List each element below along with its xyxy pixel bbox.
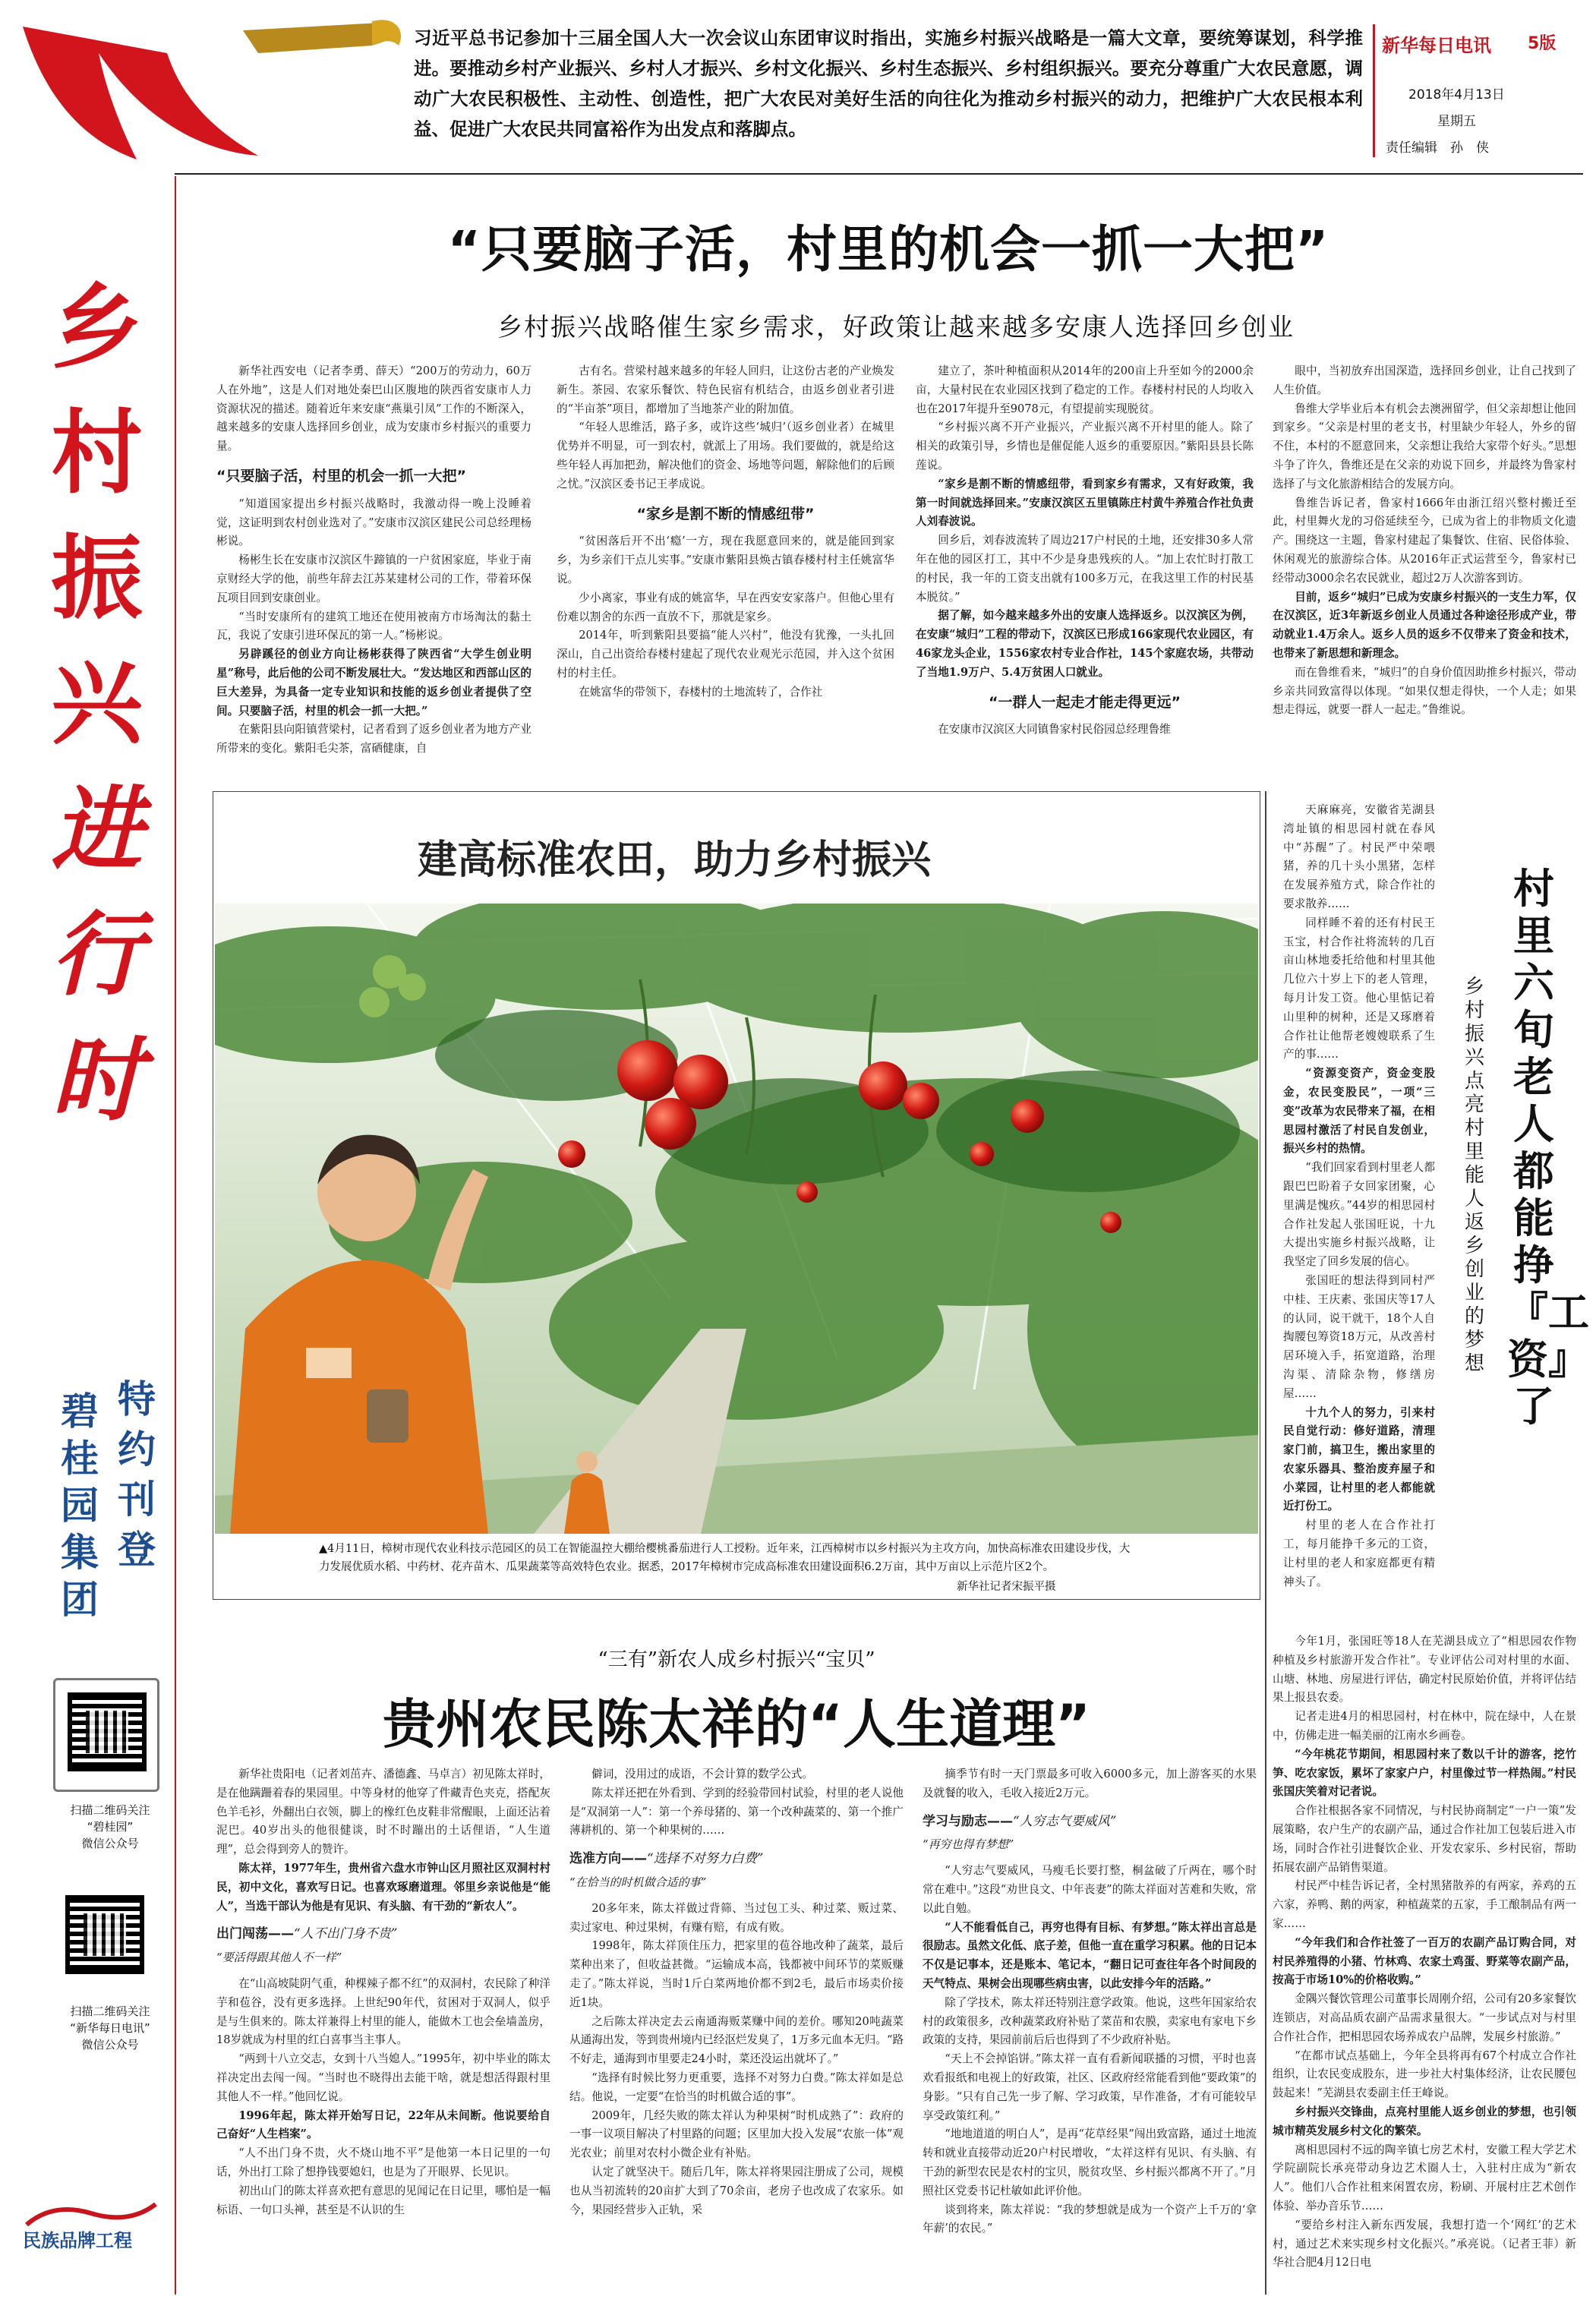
story1-subheadline: 乡村振兴战略催生家乡需求，好政策让越来越多安康人选择回乡创业 <box>497 312 1295 342</box>
story4-subhead-quote: “人穷志气要威风” <box>1013 1813 1117 1829</box>
paragraph: 古有名。营梁村越来越多的年轻人回归，让这份古老的产业焕发新生。茶园、农家乐餐饮、特色民宿有机结合，由返乡创业者引进的“半亩茶”项目，都增加了当地茶产业的附加值。 <box>557 364 894 415</box>
paragraph: “年轻人思维活，路子多，或许这些‘城归’（返乡创业者）在城里优势并不明显，可一到农村，就派上了用场。我们要做的，就是给这些年轻人再加把劲，解决他们的资金、场地等问题，解除他们的后顾之忧。”汉滨区委书记王孝成说。 <box>557 421 894 490</box>
paragraph: 摘季节有时一天门票最多可收入6000多元，加上游客买的水果及就餐的收入，毛收入接近2万元。 <box>923 1768 1257 1799</box>
story4-subhead <box>923 1812 1257 1831</box>
paragraph: 今年1月，张国旺等18人在芜湖县成立了“相思园农作物种植及乡村旅游开发合作社”。专业评估公司对村里的水面、山塘、林地、房屋进行评估，确定村民原始价值，并将评估结果上报县农委。 <box>1273 1635 1576 1705</box>
paragraph: “今年我们和合作社签了一百万的农副产品订购合同，对村民养殖得的小猪、竹林鸡、农家土鸡蛋、野菜等农副产品，按高于市场10%的价格收购。” <box>1273 1935 1576 1987</box>
paragraph: “知道国家提出乡村振兴战略时，我激动得一晚上没睡着觉，这证明到农村创业选对了。”安康市汉滨区建民公司总经理杨彬说。 <box>216 497 531 548</box>
paragraph: “人穷志气要威风，马瘦毛长要打整，桐盆破了斤两在，哪个时常在难中。”这段“劝世良文、中年丧妻”的陈太祥面对苦难和失败，常以此自勉。 <box>923 1864 1257 1915</box>
paragraph: 鲁维告诉记者，鲁家村1666年由浙江绍兴整村搬迁至此，村里舞火龙的习俗延续至今，已成为省上的非物质文化遗产。围绕这一主题，鲁家村建起了集餐饮、住宿、民俗体验、休闲观光的旅游综合体。从2016年正式运营至今，鲁家村已经带动3000余名农民就业，超过2万人次游客到访。 <box>1273 496 1576 585</box>
sponsor-label <box>114 1374 159 1575</box>
paragraph: 鲁维大学毕业后本有机会去澳洲留学，但父亲却想让他回到家乡。“父亲是村里的老支书，村里缺少年轻人，外乡的留不住，本村的不愿意回来，父亲想让我给大家带个好头。”思想斗争了许久，鲁维还是在父亲的劝说下回乡，并最终为鲁家村选择了与文化旅游相结合的发展方向。 <box>1273 402 1576 490</box>
paragraph: 陈太祥还把在外看到、学到的经验带回村试验，村里的老人说他是“双洞第一人”：第一个养母猪的、第一个改种蔬菜的、第一个推广薄耕机的、第一个种果树的…… <box>569 1786 904 1837</box>
qr-caption-line: “新华每日电讯” <box>70 2021 150 2035</box>
paragraph: 金隅兴餐饮管理公司董事长周刚介绍，公司有20多家餐饮连锁店，对高品质农副产品需求量很大。“一步试点对与村里合作社合作，把相思园农场养成农户品牌，发展乡村旅游。” <box>1273 1992 1576 2043</box>
story1-subhead: “只要脑子活，村里的机会一抓一大把” <box>216 467 466 484</box>
qr-caption-line: 扫描二维码关注 <box>70 1803 150 1817</box>
editor-credit: 责任编辑 孙 侠 <box>1386 140 1489 156</box>
paragraph: 僻词，没用过的成语，不会计算的数学公式。 <box>591 1768 814 1781</box>
paragraph: 村里的老人在合作社打工，每月能挣千多元的工资，让村里的老人和家庭都更有精神头了。 <box>1283 1519 1435 1588</box>
story2-caption-text: ▲4月11日，樟树市现代农业科技示范园区的员工在智能温控大棚给樱桃番茄进行人工授粉。近年来，江西樟树市以乡村振兴为主攻方向，加快高标准农田建设步伐，大力发展优质水稻、中药材、花卉苗木、瓜果蔬菜等高效特色农业。据悉，2017年樟树市完成高标准农田建设面积6.2万亩，其中万亩以上示范片区2个。 <box>319 1543 1131 1573</box>
paragraph: “家乡是割不断的情感纽带，看到家乡有需求，又有好政策，我第一时间就选择回来。”安康汉滨区五里镇陈庄村黄牛养殖合作社负责人刘春波说。 <box>916 477 1254 528</box>
qr-pattern <box>65 1895 144 1974</box>
qr-code-biguiyuan[interactable] <box>53 1678 159 1792</box>
paragraph: 初出山门的陈太祥喜欢把有意思的见闻记在日记里，哪怕是一幅标语、一句口头禅，甚至是不认识的生 <box>216 2184 550 2216</box>
paragraph: “当时安康所有的建筑工地还在使用被南方市场淘汰的黏土瓦，我说了安康引进环保瓦的第一人。”杨彬说。 <box>216 610 531 642</box>
paragraph: 十九个人的努力，引来村民自觉行动：修好道路，清理家门前，搞卫生，搬出家里的农家乐器具、整治废弃屋子和小菜园，让村里的老人都能就近打份工。 <box>1283 1405 1435 1513</box>
story4-column-2 <box>569 1765 904 2297</box>
paragraph: 记者走进4月的相思园村，村在林中，院在绿中，人在景中，仿佛走进一幅美丽的江南水乡画卷。 <box>1273 1710 1576 1742</box>
story4-subhead-main: 出门闯荡—— <box>216 1926 294 1942</box>
paragraph: “要给乡村注入新东西发展，我想打造一个‘网红’的艺术村，通过艺术来实现乡村文化振兴。”承亮说。（记者王菲）新华社合肥4月12日电 <box>1273 2218 1576 2269</box>
story3-subheadline: 乡村振兴点亮村里能人返乡创业的梦想 <box>1464 976 1484 1375</box>
section-title-char: 振 <box>51 526 143 632</box>
section-title-char: 村 <box>51 401 143 506</box>
issue-weekday: 星期五 <box>1437 114 1476 129</box>
qr-caption-2 <box>46 2003 175 2053</box>
story4-epigraph: “在恰当的时机做合适的事” <box>569 1875 707 1889</box>
paragraph: 眼中，当初放弃出国深造，选择回乡创业，让自己找到了人生价值。 <box>1273 364 1576 396</box>
sponsor-block <box>53 1374 167 1625</box>
paragraph: “两到十八立交志，女到十八当媳人。”1995年，初中毕业的陈太祥决定出去闯一闯。“当时也不晓得出去能干啥，就是想活得跟村里其他人不一样。”他回忆说。 <box>216 2052 550 2103</box>
story4-column-3 <box>923 1765 1257 2297</box>
paragraph: “选择有时候比努力更重要，选择不对努力白费。”陈太祥如是总结。他说，一定要“在恰当的时机做合适的事”。 <box>569 2071 904 2103</box>
paragraph: “天上不会掉馅饼。”陈太祥一直有看新闻联播的习惯，平时也喜欢看报纸和电视上的好政策，社区、区政府经常能看到他“要政策”的身影。“只有自己先一步了解、学习政策，早作准备，才有可能较早享受政策红利。” <box>923 2052 1257 2122</box>
story3-divider <box>1265 791 1266 2295</box>
paragraph: “地地道道的明白人”，是再“花草经果”闯出致富路，通过土地流转和就业直接带动近20户村民增收，“太祥这样有见识、有头脑、有干劲的新型农民是农村的宝贝，脱贫攻坚、乡村振兴都离不开了。”月照社区党委书记杜敏如此评价他。 <box>923 2127 1257 2197</box>
paragraph: 另辟蹊径的创业方向让杨彬获得了陕西省“大学生创业明星”称号，此后他的公司不断发展壮大。“发达地区和西部山区的巨大差异，为具备一定专业知识和技能的返乡创业者提供了空间。只要脑子活，村里的机会一抓一大把。” <box>216 648 531 718</box>
paragraph: “人不能看低自己，再穷也得有目标、有梦想。”陈太祥出言总是很励志。虽然文化低、底子差，但他一直在重学习积累。他的日记本不仅是记事本，还是账本、笔记本，“翻日记可查往年各个时间段的天气特点、果树会出现哪些病虫害，以此安排今年的活路。” <box>923 1920 1257 1990</box>
story4-subhead-main: 选准方向—— <box>569 1851 647 1867</box>
paragraph: 离相思园村不远的陶辛镇七房艺术村，安徽工程大学艺术学院副院长承亮带动身边艺术圈人士，入驻村庄成为“新农人”。他们八合作社租来闲置农房，粉刷、开展村庄艺术创作体验、举办音乐节…… <box>1273 2143 1576 2213</box>
sidebar-rule <box>175 176 176 2295</box>
paragraph: 而在鲁维看来，“城归”的自身价值因助推乡村振兴，带动乡亲共同致富得以体现。“如果仅想走得快，一个人走；如果想走得远，就要一群人一起走。”鲁维说。 <box>1273 665 1576 717</box>
paragraph: 据了解，如今越来越多外出的安康人选择返乡。以汉滨区为例，在安康“城归”工程的带动下，汉滨区已形成166家现代农业园区，有46家龙头企业，1556家农村专业合作社，145个家庭农场，共带动了当地1.9万户、5.4万贫困人口就业。 <box>916 609 1254 679</box>
paragraph: 建立了，茶叶种植面积从2014年的200亩上升至如今的2000余亩，大量村民在农业园区找到了稳定的工作。春楼村村民的人均收入也在2017年提升至9078元，有望提前实现脱贫。 <box>916 364 1254 415</box>
story3-headline: 村里六旬老人都能挣『工资』了 <box>1507 865 1589 1430</box>
paragraph: “在都市试点基础上，今年全县将再有67个村成立合作社组织，让农民变成股东，进一步社大村集体经济，让农民腰包鼓起来！”芜湖县农委副主任王峰说。 <box>1273 2049 1576 2100</box>
paragraph: 20多年来，陈太祥做过背筛、当过包工头、种过菜、贩过菜、卖过家电、种过果树，有赚有赔，有成有败。 <box>569 1901 904 1934</box>
story4-subhead-quote: “选择不对努力白费” <box>647 1851 764 1867</box>
qr-caption-line: 扫描二维码关注 <box>70 2004 150 2018</box>
page-number: 5版 <box>1528 34 1557 53</box>
paragraph: 合作社根据各家不同情况，与村民协商制定“一户一策”发展策略，农户生产的农副产品，通过合作社加工包装后进入市场，同时合作社引进餐饮企业、开发农家乐、乡村民宿，帮助拓展农副产品销售渠道。 <box>1273 1804 1576 1874</box>
paragraph: “今年桃花节期间，相思园村来了数以千计的游客，挖竹笋、吃农家饭，累坏了家家户户，村里像过节一样热闹。”村民张国庆笑着对记者说。 <box>1273 1747 1576 1799</box>
paper-name: 新华每日电讯 <box>1382 35 1491 56</box>
paragraph: 在紫阳县向阳镇营梁村，记者看到了返乡创业者为地方产业所带来的变化。紫阳毛尖茶，富硒健康，自 <box>216 723 531 755</box>
section-title-char: 行 <box>51 901 143 1008</box>
paragraph: 认定了就坚决干。随后几年，陈太祥将果园注册成了公司，规模也从当初流转的20亩扩大到了70余亩，老房子也改成了农家乐。如今，果园经营步入正轨，采 <box>569 2165 904 2216</box>
story1-column-4 <box>1273 362 1576 787</box>
story4-subhead-main: 学习与励志—— <box>923 1813 1013 1829</box>
masthead-divider <box>1373 24 1375 157</box>
paragraph: 目前，返乡“城归”已成为安康乡村振兴的一支生力军，仅在汉滨区，近3年新返乡创业人员通过各种途径形成产业，带动就业1.4万余人。返乡人员的返乡不仅带来了资金和技术，也带来了新思想和新理念。 <box>1273 590 1576 660</box>
section-title-char: 时 <box>51 1027 143 1134</box>
story4-headline: 贵州农民陈太祥的“人生道理” <box>382 1693 1090 1755</box>
qr-code-xinhua[interactable] <box>53 1883 159 1997</box>
sponsor-label-char: 刊 <box>118 1478 156 1522</box>
story1-column-3 <box>916 362 1254 787</box>
sponsor-name-char: 桂 <box>61 1437 99 1481</box>
paragraph: 1996年起，陈太祥开始写日记，22年从未间断。他说要给自己奋好“人生档案”。 <box>216 2109 550 2141</box>
paragraph: 陈太祥，1977年生，贵州省六盘水市钟山区月照社区双洞村村民，初中文化，喜欢写日记。也喜欢琢磨道理。邻里乡亲说他是“能人”，当选干部认为他是有见识、有头脑、有干劲的“新农人”。 <box>216 1861 550 1913</box>
sponsor-label-char: 特 <box>118 1377 156 1421</box>
qr-caption-line: 微信公众号 <box>81 1837 139 1850</box>
paragraph: “贫困落后开不出‘瘾’一方，现在我愿意回来的，就是能回到家乡，为乡亲们干点儿实事。”安康市紫阳县焕古镇春楼村村主任姚富华说。 <box>557 535 894 585</box>
section-title <box>27 266 167 1276</box>
paragraph: 乡村振兴交锋曲，点亮村里能人返乡创业的梦想，也引领城市精英发展乡村文化的繁荣。 <box>1273 2105 1576 2137</box>
story3-column-1 <box>1283 801 1435 1629</box>
paragraph: 在姚富华的带领下，春楼村的土地流转了，合作社 <box>579 685 823 699</box>
brand-logo <box>23 2198 159 2251</box>
paragraph: 2014年，听到紫阳县要搞“能人兴村”，他没有犹豫，一头扎回深山，自己出资给春楼村建起了现代农业观光示范园，并入这个贫困村的村主任。 <box>557 629 894 680</box>
story3-column-2 <box>1273 1632 1576 2301</box>
sponsor-label-char: 登 <box>118 1528 156 1572</box>
story1-headline: “只要脑子活，村里的机会一抓一大把” <box>447 220 1329 279</box>
sponsor-name-char: 团 <box>61 1578 99 1622</box>
paragraph: 谈到将来，陈太祥说：“我的梦想就是成为一个资产上千万的‘拿年薪’的农民。” <box>923 2203 1257 2235</box>
paragraph: 杨彬生长在安康市汉滨区牛蹄镇的一户贫困家庭，毕业于南京财经大学的他，前些年辞去江苏某建材公司的工作，带着环保瓦项目回到安康创业。 <box>216 554 531 604</box>
story1-column-1 <box>216 362 531 787</box>
paragraph: “我们回家看到村里老人都跟巴巴盼着子女回家团聚，心里满是愧疚。”44岁的相思园村合作社发起人张国旺说，十九大提出实施乡村振兴战略，让我坚定了回乡发展的信心。 <box>1283 1161 1435 1269</box>
story4-subhead <box>569 1850 904 1869</box>
paragraph: 之后陈太祥决定去云南通海贩菜赚中间的差价。哪知20吨蔬菜从通海出发，等到贵州境内已经沤烂发臭了，1万多元血本无归。“路不好走，通海到市里要走24小时，菜还没运出就坏了。” <box>569 2014 904 2066</box>
qr-pattern <box>68 1692 147 1771</box>
story2-caption <box>319 1540 1131 1576</box>
story4-kicker: “三有”新农人成乡村振兴“宝贝” <box>598 1648 875 1671</box>
story4-epigraph: “要活得跟其他人不一样” <box>216 1951 342 1965</box>
paragraph: 回乡后，刘春波流转了周边217户村民的土地，还安排30多人常年在他的园区打工，其中不少是身患残疾的人。“加上农忙时打散工的村民，我一年的工资支出就有100多万元，在我这里工作的村民基本脱贫。” <box>916 534 1254 604</box>
story2-credit: 新华社记者宋振平摄 <box>957 1581 1056 1593</box>
story4-subhead-quote: “人不出门身不贵” <box>294 1926 398 1942</box>
section-title-char: 乡 <box>51 276 143 381</box>
sponsor-name-char: 碧 <box>61 1389 99 1434</box>
section-title-char: 进 <box>51 776 143 883</box>
paragraph: 少小离家，事业有成的姚富华，早在西安安家落户。但他心里有份难以割舍的东西一直放不下，那就是家乡。 <box>557 591 894 623</box>
paragraph: 新华社贵阳电（记者刘茁卉、潘德鑫、马卓言）初见陈太祥时，是在他蹒跚着春的果园里。中等身材的他穿了件藏青色夹克，搭配灰色羊毛衫，外翻出白衣领，脚上的橡红色皮鞋非常醒眼，上面还沾着泥巴。40岁出头的他很健谈，时不时蹦出的土话俚语，“人生道理”，总会得到旁人的赞许。 <box>216 1768 550 1856</box>
paragraph: 新华社西安电（记者李勇、薛天）“200万的劳动力，60万人在外地”，这是人们对地处秦巴山区腹地的陕西省安康市人力资源状况的描述。随着近年来安康“燕巢引凤”工作的不断深入，越来越多的安康人选择回乡创业，成为安康市乡村振兴的重要力量。 <box>216 364 531 453</box>
story1-subhead: “一群人一起走才能走得更远” <box>989 693 1181 711</box>
story1-column-2 <box>557 362 894 787</box>
paragraph: 2009年，几经失败的陈太祥认为种果树“时机成熟了”：政府的一事一议项目解决了村里路的问题；区里加大投入发展“农旅一体”观光农业；前里对农村小微企业有补贴。 <box>569 2109 904 2160</box>
story2-headline: 建高标准农田，助力乡村振兴 <box>418 837 932 883</box>
paragraph: 村民严中桂告诉记者，全村黑猪散养的有两家，养鸡的五六家，养鸭、鹅的两家，种植蔬菜的五家，手工酿制品有两一家…… <box>1273 1879 1576 1930</box>
paragraph: 1998年，陈太祥顶住压力，把家里的苞谷地改种了蔬菜，最后菜种出来了，但收益甚微。“运输成本高，钱都被中间环节的菜贩赚走了。”陈太祥说，当时1斤白菜两地价都不到2毛，最后市场卖价接近1块。 <box>569 1939 904 2009</box>
paragraph: “资源变资产，资金变股金，农民变股民”，一项“三变”改革为农民带来了福，在相思园村激活了村民自发创业，振兴乡村的热情。 <box>1283 1067 1435 1156</box>
story4-subhead <box>216 1925 550 1944</box>
story1-subhead: “家乡是割不断的情感纽带” <box>636 505 815 522</box>
paragraph: 同样睡不着的还有村民王玉宝，村合作社将流转的几百亩山林地委托给他和村里其他几位六十岁上下的老人管理，每月计发工资。他心里惦记着山里种的树种，还是又琢磨着合作社让他帮老嫂嫂联系了生产的事…… <box>1283 916 1435 1061</box>
sponsor-name-char: 园 <box>61 1484 99 1528</box>
brand-text: 民族品牌工程 <box>23 2230 132 2251</box>
sponsor-name <box>57 1388 103 1623</box>
paragraph: 在“山高坡陡阴气重，种棵辣子都不红”的双洞村，农民除了种洋芋和苞谷，没有更多选择。上世纪90年代，贫困对于双洞人，似乎是与生俱来的。陈太祥兼得上村里的能人，能做木工也会垒墙盖房，18岁就成为村里的红白喜事当主事人。 <box>216 1976 550 2047</box>
sponsor-label-char: 约 <box>118 1427 156 1471</box>
masthead-rule <box>175 173 1583 175</box>
paragraph: 张国旺的想法得到同村严中桂、王庆素、张国庆等17人的认同，说干就干，18个人自掏腰包筹资18万元，从改善村居环境入手，拓宽道路，治理沟渠、清除杂物，修缮房屋…… <box>1283 1273 1435 1400</box>
paragraph: 在安康市汉滨区大同镇鲁家村民俗园总经理鲁维 <box>938 723 1171 736</box>
story4-epigraph: “再穷也得有梦想” <box>923 1837 1014 1852</box>
masthead-lead: 习近平总书记参加十三届全国人大一次会议山东团审议时指出，实施乡村振兴战略是一篇大文章，要统筹谋划，科学推进。要推动乡村产业振兴、乡村人才振兴、乡村文化振兴、乡村生态振兴、乡村组织振兴。要充分尊重广大农民意愿，调动广大农民积极性、主动性、创造性，把广大农民对美好生活的向往化为推动乡村振兴的动力，把维护广大农民根本利益、促进广大农民共同富裕作为出发点和落脚点。 <box>414 27 1363 140</box>
qr-caption-1 <box>46 1802 175 1852</box>
paragraph: 除了学技术，陈太祥还特别注意学政策。他说，这些年国家给农村的政策很多，改种蔬菜政府补贴了菜苗和农膜，卖家电有家电下乡政策的支持，果园前前后后也得到了不少政府补贴。 <box>923 1995 1257 2047</box>
banner-ribbon <box>15 8 410 167</box>
issue-date: 2018年4月13日 <box>1408 87 1505 103</box>
story2-photo <box>215 904 1258 1534</box>
section-title-char: 兴 <box>51 651 143 757</box>
qr-caption-line: “碧桂园” <box>87 1820 134 1834</box>
qr-caption-line: 微信公众号 <box>81 2038 139 2052</box>
story4-column-1 <box>216 1765 550 2297</box>
sponsor-name-char: 集 <box>61 1531 99 1575</box>
paragraph: “乡村振兴离不开产业振兴，产业振兴离不开村里的能人。除了相关的政策引导，乡情也是催促能人返乡的重要原因。”紫阳县县长陈莲说。 <box>916 421 1254 472</box>
paragraph: 天麻麻亮，安徽省芜湖县湾址镇的相思园村就在春风中“苏醒”了。村民严中荣喂猪，养的几十头小黑猪，怎样在发展养殖方式，除合作社的要求散养…… <box>1283 803 1435 910</box>
paragraph: “人不出门身不贵，火不烧山地不平”是他第一本日记里的一句话，外出打工除了想挣钱要媳妇，也是为了开眼界、长见识。 <box>216 2146 550 2178</box>
